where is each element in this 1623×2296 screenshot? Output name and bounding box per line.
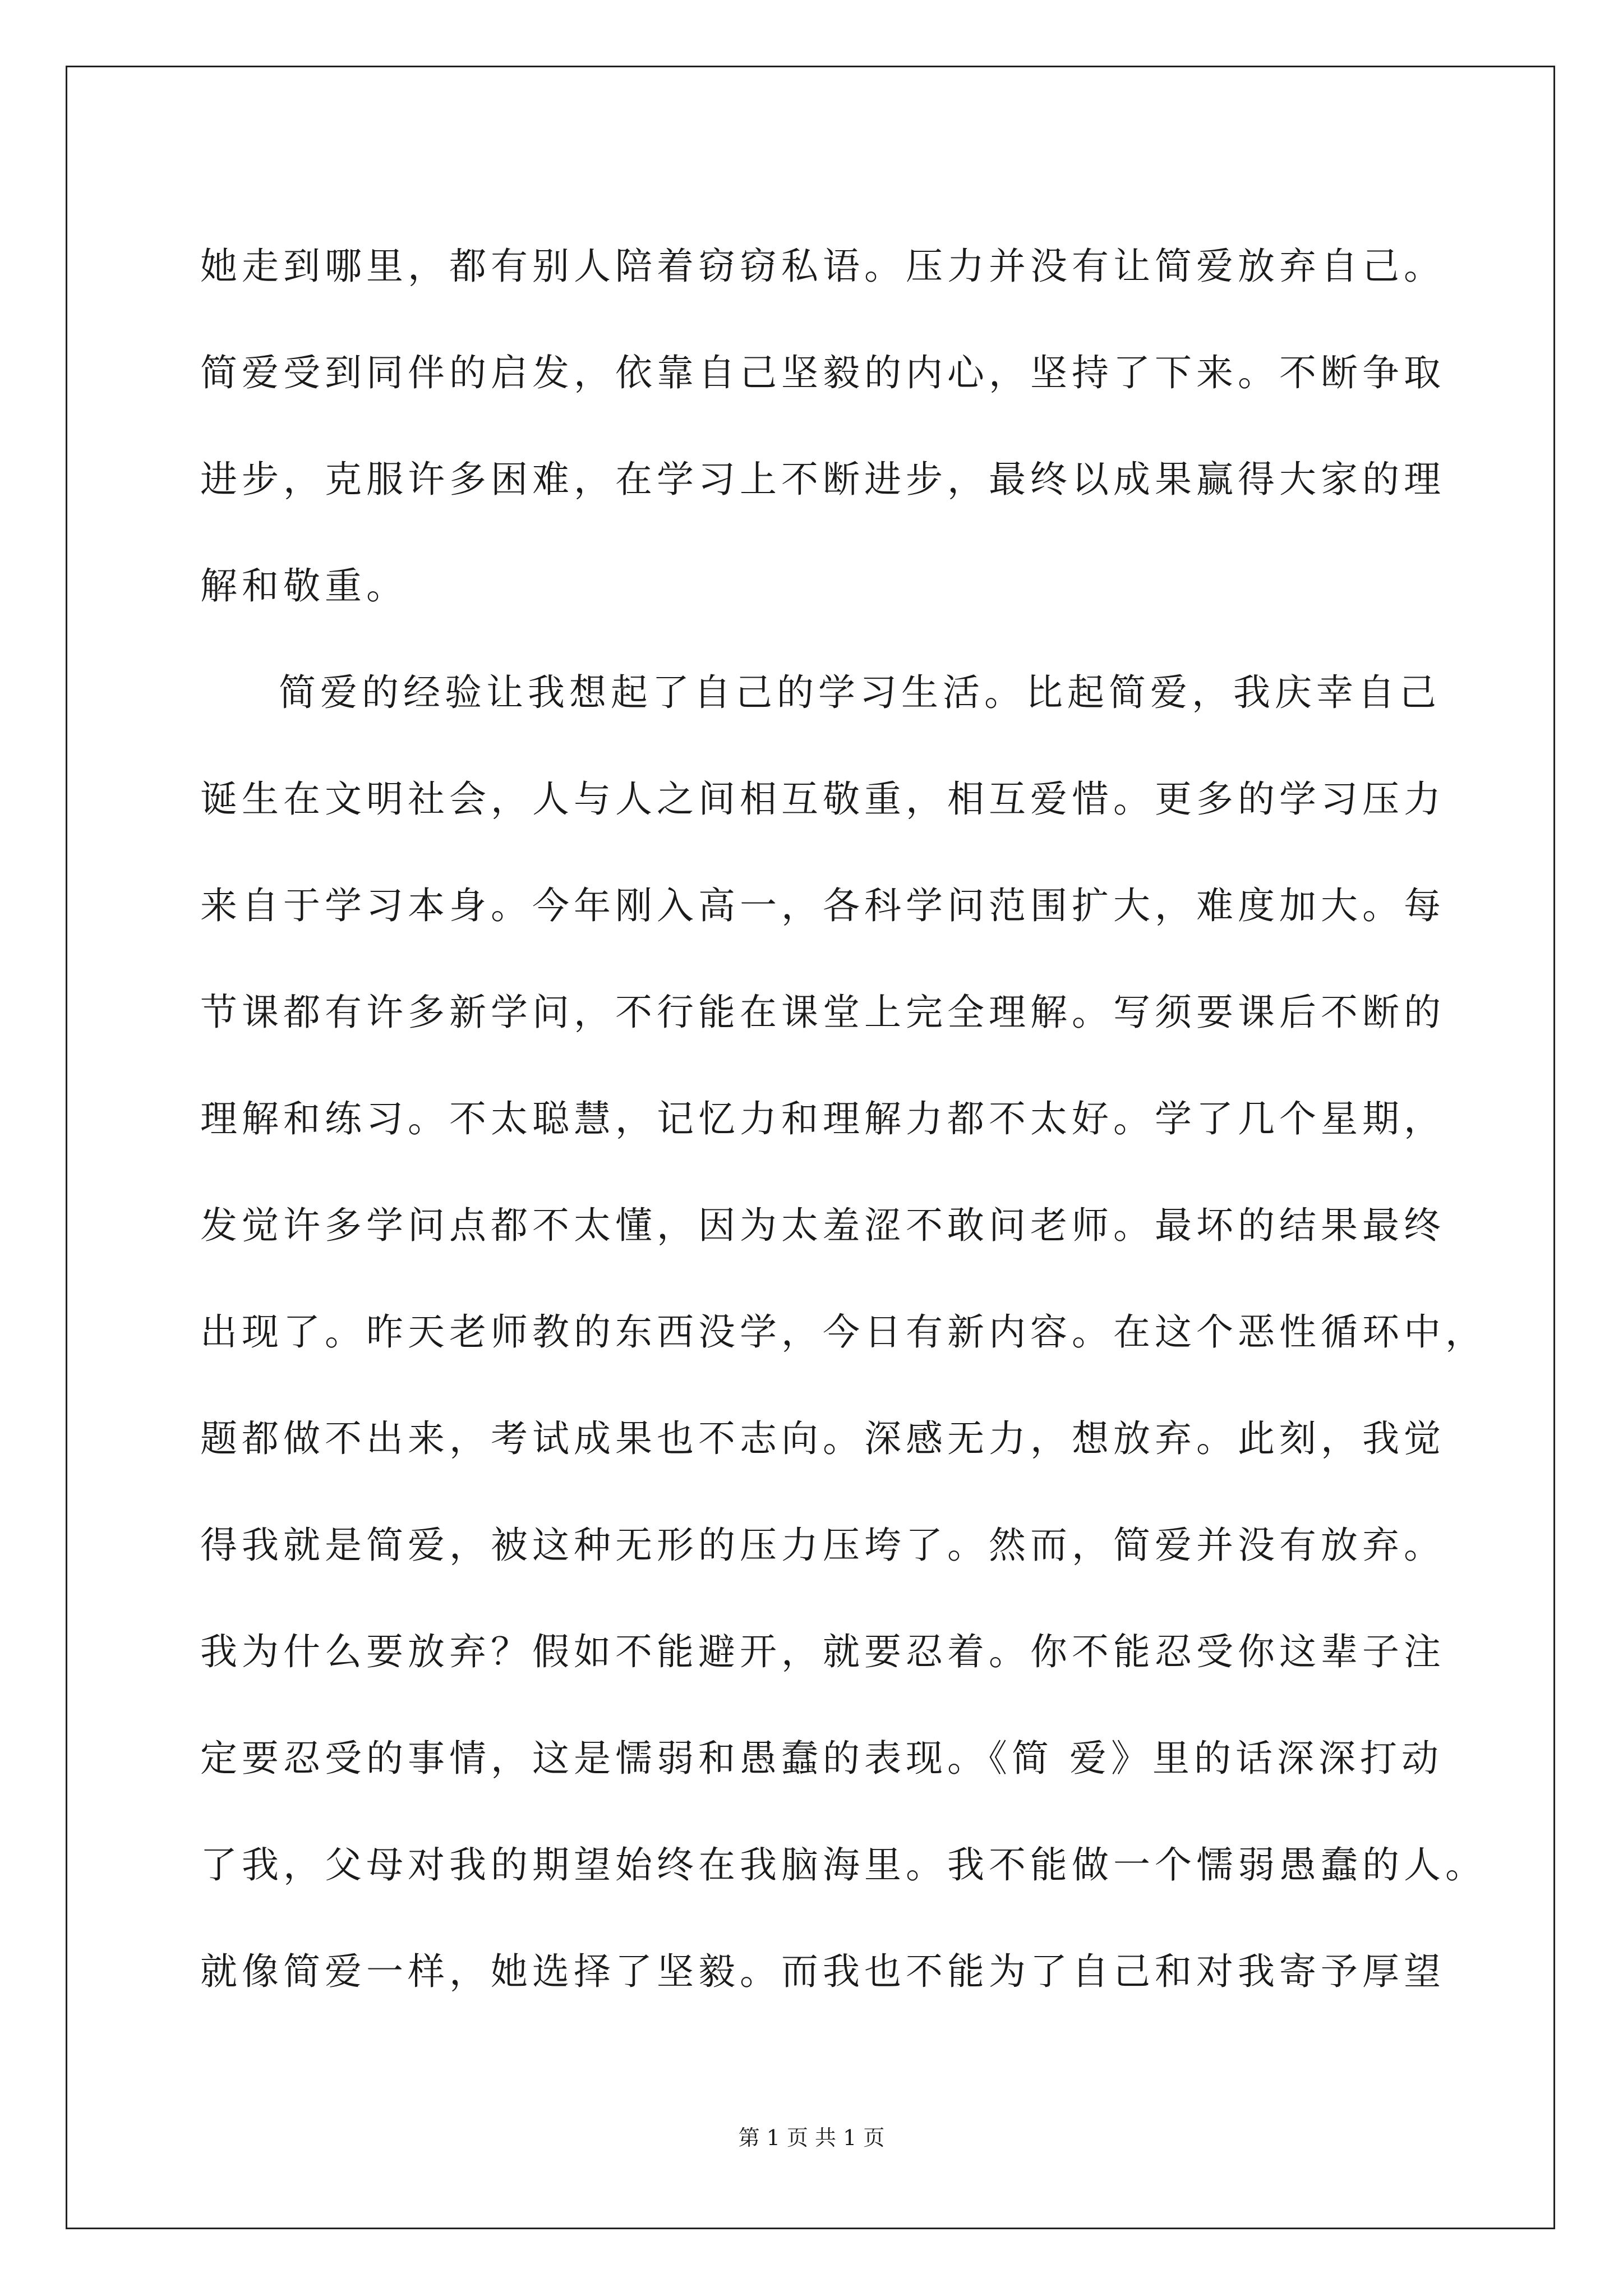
text-line: 理解和练习。不太聪慧，记忆力和理解力都不太好。学了几个星期， — [200, 1097, 1445, 1140]
text-line: 得我就是简爱，被这种无形的压力压垮了。然而，简爱并没有放弃。 — [200, 1524, 1445, 1567]
text-line: 进步，克服许多困难，在学习上不断进步，最终以成果赢得大家的理 — [200, 458, 1445, 501]
text-line: 出现了。昨天老师教的东西没学，今日有新内容。在这个恶性循环中， — [200, 1310, 1487, 1354]
text-line: 就像简爱一样，她选择了坚毅。而我也不能为了自己和对我寄予厚望 — [200, 1950, 1445, 1993]
document-body — [200, 213, 1487, 2025]
text-line: 我为什么要放弃？假如不能避开，就要忍着。你不能忍受你这辈子注 — [200, 1630, 1445, 1673]
paragraph-start-line: 简爱的经验让我想起了自己的学习生活。比起简爱，我庆幸自己 — [279, 671, 1441, 714]
text-line: 简爱受到同伴的启发，依靠自己坚毅的内心，坚持了下来。不断争取 — [200, 351, 1445, 394]
text-line: 来自于学习本身。今年刚入高一，各科学问范围扩大，难度加大。每 — [200, 884, 1445, 927]
page-number-footer: 第 1 页 共 1 页 — [738, 2125, 885, 2150]
text-line: 定要忍受的事情，这是懦弱和愚蠢的表现。《简 爱》里的话深深打动 — [200, 1737, 1443, 1780]
text-line: 节课都有许多新学问，不行能在课堂上完全理解。写须要课后不断的 — [200, 991, 1445, 1034]
text-line: 解和敬重。 — [200, 564, 408, 608]
text-line: 诞生在文明社会，人与人之间相互敬重，相互爱惜。更多的学习压力 — [200, 777, 1445, 821]
text-line: 题都做不出来，考试成果也不志向。深感无力，想放弃。此刻，我觉 — [200, 1417, 1445, 1460]
text-line: 了我，父母对我的期望始终在我脑海里。我不能做一个懦弱愚蠢的人。 — [200, 1843, 1487, 1887]
text-line: 发觉许多学问点都不太懂，因为太羞涩不敢问老师。最坏的结果最终 — [200, 1204, 1445, 1247]
text-line: 她走到哪里，都有别人陪着窃窃私语。压力并没有让简爱放弃自己。 — [200, 245, 1445, 288]
